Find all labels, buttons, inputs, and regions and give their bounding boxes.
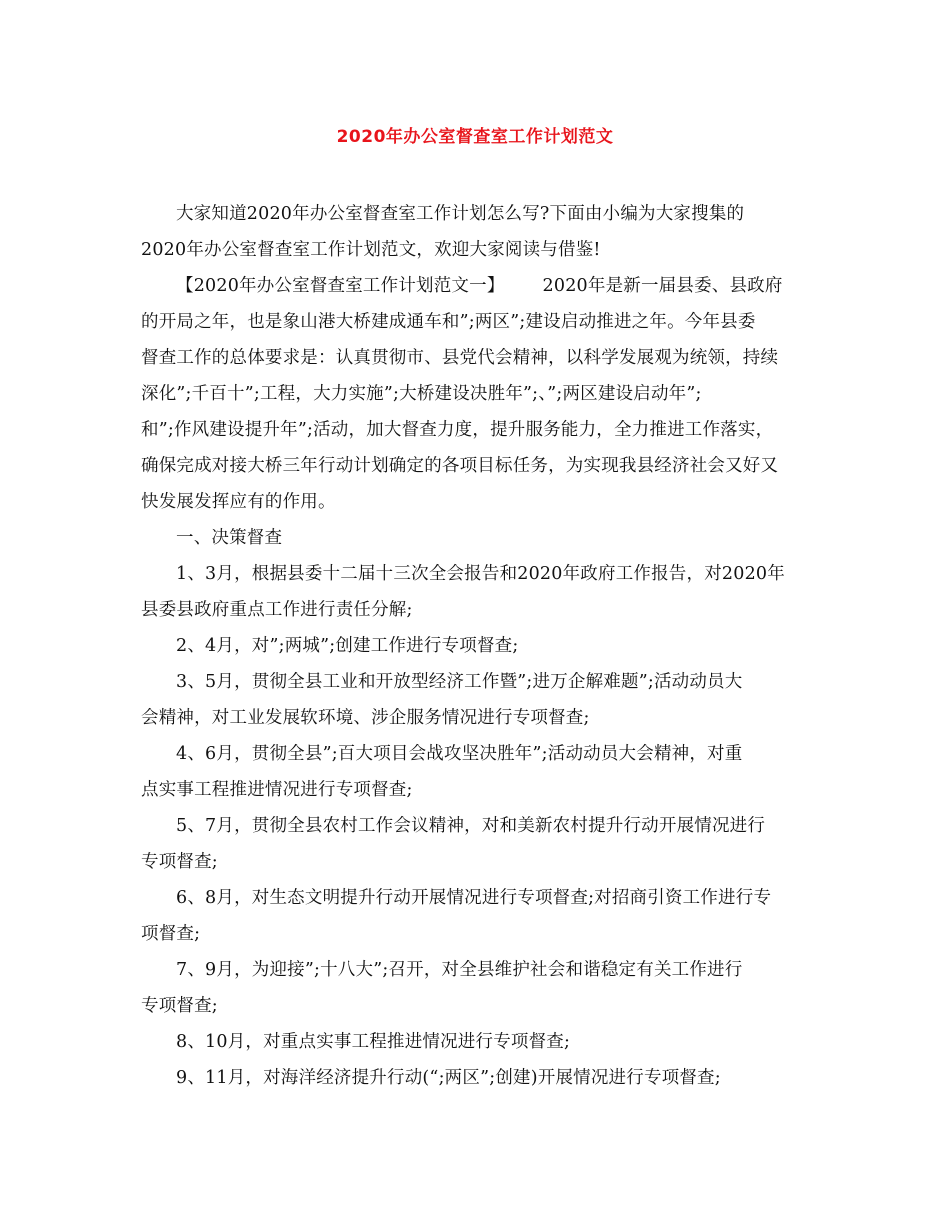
text-line: 6、8月，对生态文明提升行动开展情况进行专项督查;对招商引资工作进行专 [176, 888, 772, 908]
text-line: 4、6月，贯彻全县”;百大项目会战攻坚决胜年”;活动动员大会精神，对重 [176, 744, 743, 764]
text-line: 县委县政府重点工作进行责任分解; [141, 600, 413, 620]
text-line: 的开局之年，也是象山港大桥建成通车和”;两区”;建设启动推进之年。今年县委 [141, 312, 756, 332]
list-item-4 [141, 736, 831, 808]
section-one-paragraph [141, 268, 831, 520]
text-line: 一、决策督查 [176, 528, 283, 548]
text-line: 深化”;千百十”;工程，大力实施”;大桥建设决胜年”;、”;两区建设启动年”; [141, 384, 702, 404]
text-line: 确保完成对接大桥三年行动计划确定的各项目标任务，为实现我县经济社会又好又 [141, 456, 779, 476]
section-heading-line [141, 268, 831, 304]
text-line: 快发展发挥应有的作用。 [141, 492, 336, 512]
text-line: 1、3月，根据县委十二届十三次全会报告和2020年政府工作报告，对2020年 [176, 564, 785, 584]
text-line: 3、5月，贯彻全县工业和开放型经济工作暨”;进万企解难题”;活动动员大 [176, 672, 743, 692]
list-item-6 [141, 880, 831, 952]
document-body [141, 196, 831, 1096]
section-heading-decision [141, 520, 831, 556]
text-line: 会精神，对工业发展软环境、涉企服务情况进行专项督查; [141, 708, 590, 728]
text-line: 项督查; [141, 924, 201, 944]
list-item-5 [141, 808, 831, 880]
section-heading: 【2020年办公室督查室工作计划范文一】 [176, 276, 505, 296]
text-line: 2、4月，对”;两城”;创建工作进行专项督查; [176, 636, 519, 656]
list-item-9 [141, 1060, 831, 1096]
text-line: 大家知道2020年办公室督查室工作计划怎么写?下面由小编为大家搜集的 [176, 204, 745, 224]
text-line: 2020年办公室督查室工作计划范文，欢迎大家阅读与借鉴! [141, 240, 601, 260]
text-line: 5、7月，贯彻全县农村工作会议精神，对和美新农村提升行动开展情况进行 [176, 816, 766, 836]
intro-paragraph [141, 196, 831, 268]
text-line: 点实事工程推进情况进行专项督查; [141, 780, 413, 800]
text-line: 和”;作风建设提升年”;活动，加大督查力度，提升服务能力，全力推进工作落实， [141, 420, 774, 440]
list-item-8 [141, 1024, 831, 1060]
list-item-3 [141, 664, 831, 736]
list-item-7 [141, 952, 831, 1024]
text-line: 督查工作的总体要求是：认真贯彻市、县党代会精神，以科学发展观为统领，持续 [141, 348, 779, 368]
text-line: 9、11月，对海洋经济提升行动(“;两区”;创建)开展情况进行专项督查; [176, 1068, 721, 1088]
list-item-2 [141, 628, 831, 664]
text-line: 专项督查; [141, 996, 218, 1016]
list-item-1 [141, 556, 831, 628]
text-line: 8、10月，对重点实事工程推进情况进行专项督查; [176, 1032, 571, 1052]
text-line: 2020年是新一届县委、县政府 [542, 276, 783, 296]
text-line: 7、9月，为迎接”;十八大”;召开，对全县维护社会和谐稳定有关工作进行 [176, 960, 743, 980]
text-line: 专项督查; [141, 852, 218, 872]
document-title: 2020年办公室督查室工作计划范文 [336, 127, 614, 147]
